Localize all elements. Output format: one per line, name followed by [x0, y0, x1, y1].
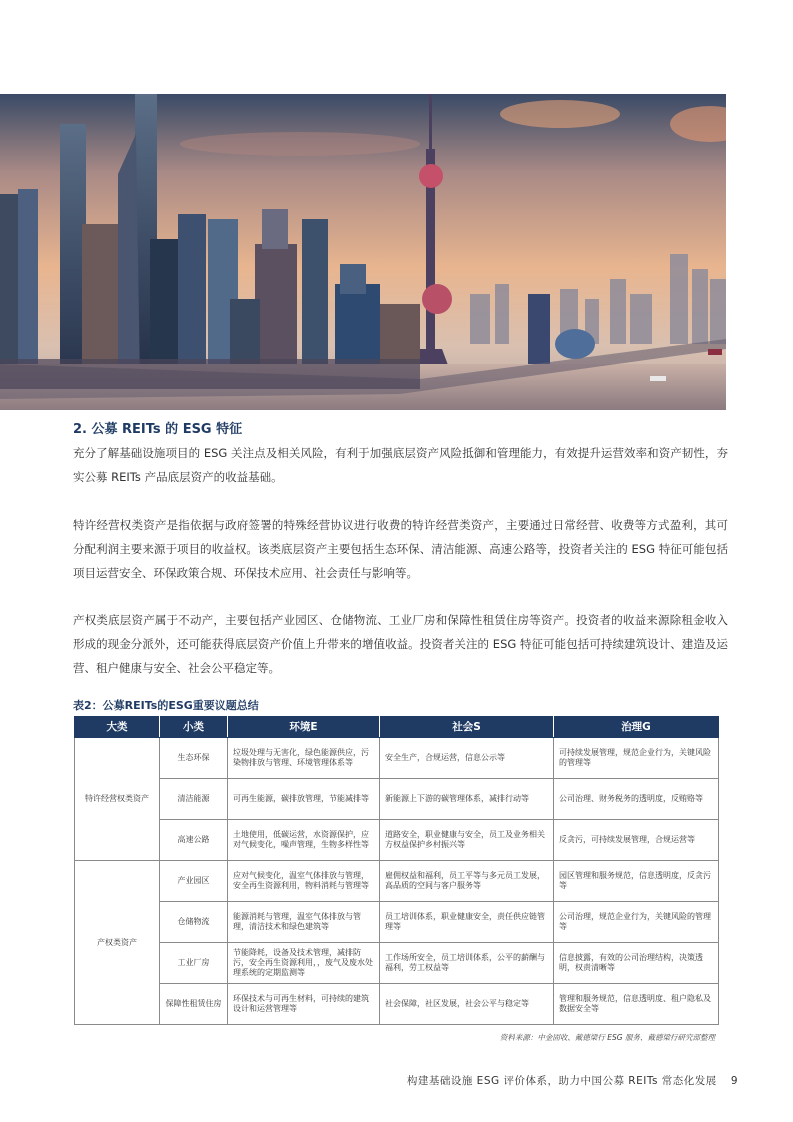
- governance-cell: 信息披露，有效的公司治理结构，决策透明，权责清晰等: [554, 943, 719, 984]
- environment-cell: 垃圾处理与无害化，绿色能源供应，污染物排放与管理、环境管理体系等: [228, 738, 380, 779]
- table-header-row: [75, 717, 719, 738]
- hero-image: [0, 94, 726, 410]
- source-note: 资料来源：中金固收、戴德梁行 ESG 服务、戴德梁行研究部整理: [499, 1033, 715, 1042]
- table-row: [75, 738, 719, 779]
- table-row: [75, 902, 719, 943]
- subcategory-cell: 工业厂房: [160, 943, 228, 984]
- environment-cell: 土地使用，低碳运营，水资源保护，应对气候变化，噪声管理，生物多样性等: [228, 820, 380, 861]
- header-category: 大类: [75, 717, 160, 738]
- governance-cell: 公司治理、财务税务的透明度，反贿赂等: [554, 779, 719, 820]
- governance-cell: 可持续发展管理，规范企业行为，关键风险的管理等: [554, 738, 719, 779]
- social-cell: 道路安全，职业健康与安全，员工及业务相关方权益保护乡村振兴等: [380, 820, 554, 861]
- page-footer: [330, 1073, 738, 1088]
- subcategory-cell: 清洁能源: [160, 779, 228, 820]
- environment-cell: 节能降耗，设备及技术管理，减排防污，安全再生资源利用，，废气及废水处理系统的定期监测等: [228, 943, 380, 984]
- social-cell: 工作场所安全，员工培训体系，公平的薪酬与福利，劳工权益等: [380, 943, 554, 984]
- header-governance: 治理G: [554, 717, 719, 738]
- table-caption: 表2：公募REITs的ESG重要议题总结: [73, 699, 259, 712]
- governance-cell: 公司治理，规范企业行为，关键风险的管理等: [554, 902, 719, 943]
- footer-title: 构建基础设施 ESG 评价体系，助力中国公募 REITs 常态化发展: [406, 1075, 717, 1087]
- subcategory-cell: 仓储物流: [160, 902, 228, 943]
- governance-cell: 反贪污，可持续发展管理，合规运营等: [554, 820, 719, 861]
- environment-cell: 能源消耗与管理，温室气体排放与管理，清洁技术和绿色建筑等: [228, 902, 380, 943]
- esg-topics-table: [74, 716, 719, 1025]
- environment-cell: 可再生能源，碳排放管理，节能减排等: [228, 779, 380, 820]
- governance-cell: 管理和服务规范，信息透明度、租户隐私及数据安全等: [554, 984, 719, 1025]
- city-skyline-photo: [0, 94, 726, 410]
- table-row: [75, 943, 719, 984]
- paragraph-concession-assets: 特许经营权类资产是指依据与政府签署的特殊经营协议进行收费的特许经营类资产，主要通过日常经营、收费等方式盈利，其可分配利润主要来源于项目的收益权。该类底层资产主要包括生态环保、清洁能源、高速公路等，投资者关注的 ESG 特征可能包括项目运营安全、环保政策合规、环保技术应用、社会责任与影响等。: [73, 518, 728, 580]
- category-cell: 产权类资产: [75, 861, 160, 1025]
- header-social: 社会S: [380, 717, 554, 738]
- governance-cell: 园区管理和服务规范，信息透明度，反贪污等: [554, 861, 719, 902]
- section-title: 2. 公募 REITs 的 ESG 特征: [73, 422, 243, 437]
- paragraph-intro: 充分了解基础设施项目的 ESG 关注点及相关风险，有利于加强底层资产风险抵御和管理能力，有效提升运营效率和资产韧性，夯实公募 REITs 产品底层资产的收益基础。: [73, 446, 728, 484]
- table-row: [75, 779, 719, 820]
- table-row: [75, 861, 719, 902]
- subcategory-cell: 保障性租赁住房: [160, 984, 228, 1025]
- paragraph-property-assets: 产权类底层资产属于不动产，主要包括产业园区、仓储物流、工业厂房和保障性租赁住房等资产。投资者的收益来源除租金收入形成的现金分派外，还可能获得底层资产价值上升带来的增值收益。投资者关注的 ESG 特征可能包括可持续建筑设计、建造及运营、租户健康与安全、社会公平稳定等。: [73, 613, 728, 675]
- social-cell: 社会保障，社区发展，社会公平与稳定等: [380, 984, 554, 1025]
- social-cell: 安全生产，合规运营，信息公示等: [380, 738, 554, 779]
- page-number: 9: [730, 1075, 738, 1087]
- social-cell: 员工培训体系，职业健康安全，责任供应链管理等: [380, 902, 554, 943]
- category-cell: 特许经营权类资产: [75, 738, 160, 861]
- environment-cell: 应对气候变化，温室气体排放与管理，安全再生资源利用，物料消耗与管理等: [228, 861, 380, 902]
- table-row: [75, 984, 719, 1025]
- header-environment: 环境E: [228, 717, 380, 738]
- subcategory-cell: 生态环保: [160, 738, 228, 779]
- social-cell: 新能源上下游的碳管理体系，减排行动等: [380, 779, 554, 820]
- table-row: [75, 820, 719, 861]
- subcategory-cell: 产业园区: [160, 861, 228, 902]
- header-subcategory: 小类: [160, 717, 228, 738]
- subcategory-cell: 高速公路: [160, 820, 228, 861]
- social-cell: 雇佣权益和福利，员工平等与多元员工发展，高品质的空间与客户服务等: [380, 861, 554, 902]
- environment-cell: 环保技术与可再生材料，可持续的建筑设计和运营管理等: [228, 984, 380, 1025]
